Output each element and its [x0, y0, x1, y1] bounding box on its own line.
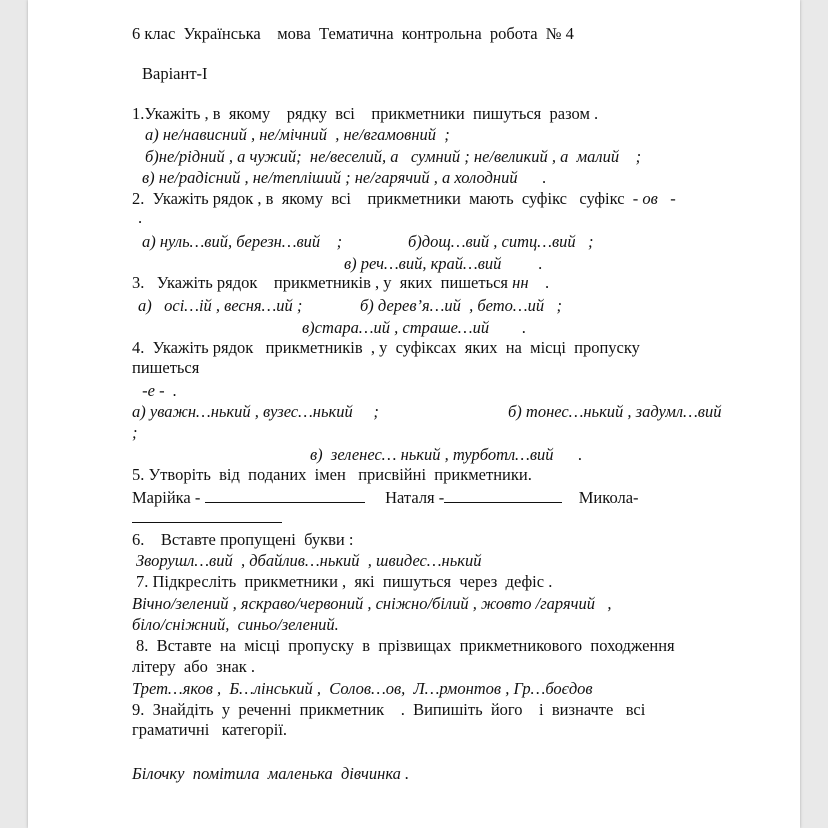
q9-sentence: Білочку помітила маленька дівчинка .	[132, 764, 410, 783]
q3-option-c: в)стара…ий , страше…ий .	[302, 318, 527, 337]
q5-question: 5. Утворіть від поданих імен присвійні прикметники.	[132, 465, 532, 484]
q3-letters: нн	[512, 273, 529, 292]
worksheet-title: 6 клас Українська мова Тематична контрольна робота № 4	[132, 24, 574, 43]
q1-option-c: в) не/радісний , не/тепліший ; не/гарячий , а холодний .	[142, 168, 547, 187]
q5-name-3: Микола-	[578, 488, 639, 507]
q4-option-b: б) тонес…нький , задумл…вий	[508, 402, 722, 421]
variant-label: Варіант-І	[142, 64, 208, 83]
q2-question	[132, 189, 676, 209]
q4-question-line2: пишеться	[132, 358, 200, 377]
q5-names	[132, 486, 639, 508]
q7-question: 7. Підкресліть прикметники , які пишуться через дефіс .	[136, 572, 553, 591]
q2-option-c: в) реч…вий, край…вий .	[344, 254, 543, 273]
q4-option-a: а) уважн…нький , вузес…нький ;	[132, 402, 379, 421]
q4-semicolon: ;	[132, 423, 138, 442]
q8-words: Трет…яков , Б…лінський , Солов…ов, Л…рмонтов , Гр…боєдов	[132, 679, 593, 698]
q2-dot: .	[138, 208, 143, 227]
q2-option-a: а) нуль…вий, березн…вий ;	[142, 232, 343, 251]
q3-option-a: а) осі…ій , весня…ий ;	[138, 296, 303, 315]
q8-question-line2: літеру або знак .	[132, 657, 256, 676]
q5-name-1: Марійка -	[132, 488, 201, 507]
q5-answer-blank-3[interactable]	[132, 506, 282, 523]
q5-answer-blank-1[interactable]	[205, 486, 365, 503]
q3-option-b: б) дерев’я…ий , бето…ий ;	[360, 296, 562, 315]
q3-question	[132, 273, 549, 293]
q4-option-c: в) зеленес… нький , турботл…вий .	[310, 445, 583, 464]
q5-name-2: Наталя -	[385, 488, 445, 507]
q5-answer-blank-2[interactable]	[444, 486, 562, 503]
q3-question-text: 3. Укажіть рядок прикметників , у яких пишеться	[132, 273, 509, 292]
worksheet-page	[28, 0, 800, 828]
q7-words-line2: біло/сніжний, синьо/зелений.	[132, 615, 339, 634]
q2-suffix: ов	[642, 189, 658, 208]
q2-question-text: 2. Укажіть рядок , в якому всі прикметники мають суфікс суфікс -	[132, 189, 639, 208]
q7-words-line1: Вічно/зелений , яскраво/червоний , сніжно/білий , жовто /гарячий ,	[132, 594, 612, 613]
q9-question-line1: 9. Знайдіть у реченні прикметник . Випишіть його і визначте всі	[132, 700, 646, 719]
q1-option-b: б)не/рідний , а чужий; не/веселий, а сумний ; не/великий , а малий ;	[145, 147, 642, 166]
q8-question-line1: 8. Вставте на місці пропуску в прізвищах прикметникового походження	[136, 636, 675, 655]
q1-option-a: а) не/нависний , не/мічний , не/вгамовний ;	[145, 125, 450, 144]
q4-question-line1: 4. Укажіть рядок прикметників , у суфіксах яких на місці пропуску	[132, 338, 640, 357]
q5-answer-line	[132, 506, 282, 528]
q6-question: 6. Вставте пропущені букви :	[132, 530, 354, 549]
q4-letter: -е - .	[138, 381, 177, 400]
q6-words: Зворушл…вий , дбайлив…нький , швидес…нький	[136, 551, 482, 570]
q1-question: 1.Укажіть , в якому рядку всі прикметники пишуться разом .	[132, 104, 599, 123]
q2-option-b: б)дощ…вий , ситц…вий ;	[408, 232, 594, 251]
q2-dash: -	[670, 189, 676, 208]
q3-dot: .	[545, 273, 550, 292]
q9-question-line2: граматичні категорії.	[132, 720, 288, 739]
